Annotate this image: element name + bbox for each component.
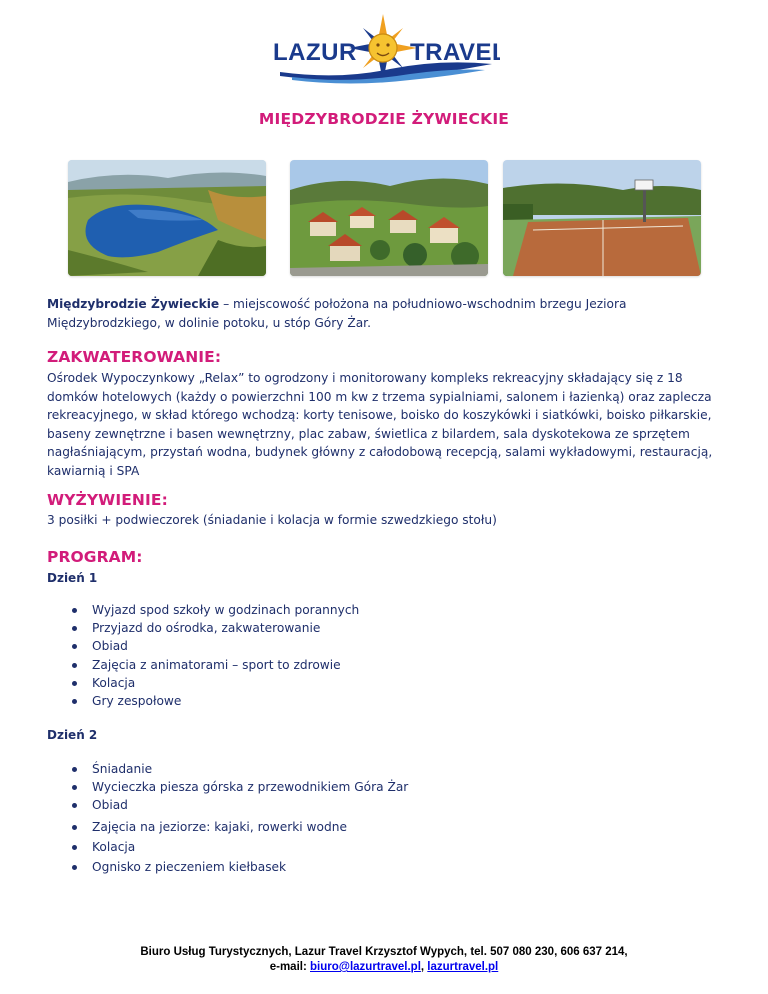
bullet-icon xyxy=(72,644,77,649)
email-link[interactable]: biuro@lazurtravel.pl xyxy=(310,961,421,973)
bullet-icon xyxy=(72,803,77,808)
footer-separator: , xyxy=(420,961,428,973)
bullet-icon xyxy=(72,825,77,830)
bullet-icon xyxy=(72,626,77,631)
accommodation-heading: ZAKWATEROWANIE: xyxy=(47,348,222,366)
list-item xyxy=(72,838,408,856)
lake-aerial-photo xyxy=(68,160,266,276)
list-item xyxy=(72,692,359,710)
list-item xyxy=(72,818,408,836)
day-1-list xyxy=(72,601,359,710)
list-item-text: Wycieczka piesza górska z przewodnikiem Góra Żar xyxy=(92,780,409,795)
footer xyxy=(0,945,768,975)
list-item-text: Kolacja xyxy=(92,839,136,854)
footer-company-line: Biuro Usług Turystycznych, Lazur Travel Krzysztof Wypych, tel. 507 080 230, 606 637 214, xyxy=(140,946,628,958)
website-link[interactable]: lazurtravel.pl xyxy=(427,961,499,973)
list-item xyxy=(72,656,359,674)
logo-brand-left: LAZUR xyxy=(273,39,357,66)
list-item-text: Zajęcia na jeziorze: kajaki, rowerki wodne xyxy=(92,819,347,834)
day-2-list xyxy=(72,760,408,876)
sports-court-photo xyxy=(503,160,701,276)
resort-cabins-photo xyxy=(290,160,488,276)
list-item xyxy=(72,619,359,637)
meals-text: 3 posiłki + podwieczorek (śniadanie i kolacja w formie szwedzkiego stołu) xyxy=(47,513,497,527)
intro-place-name: Międzybrodzie Żywieckie xyxy=(47,297,220,311)
accommodation-text: Ośrodek Wypoczynkowy „Relax” to ogrodzony i monitorowany kompleks rekreacyjny składający się z 18 domków hotelowych (każdy o powierzchni 100 m kw z trzema sypialniami, salonem i łazienką) oraz zaplecza rekreacyjnego, w skład którego wchodzą: korty tenisowe, boisko do koszykówki i siatkówki, boisko piłkarskie, baseny zewnętrzne i basen wewnętrzny, plac zabaw, świetlica z bilardem, sala dyskotekowa ze sprzętem nagłaśniającym, przystań wodna, budynek główny z całodobową recepcją, salami wykładowymi, restauracją, kawiarnią i SPA xyxy=(47,371,713,478)
list-item-text: Kolacja xyxy=(92,675,136,690)
day-2-label: Dzień 2 xyxy=(47,728,98,742)
list-item xyxy=(72,778,408,796)
bullet-icon xyxy=(72,663,77,668)
list-item-text: Ognisko z pieczeniem kiełbasek xyxy=(92,859,287,874)
list-item-text: Zajęcia z animatorami – sport to zdrowie xyxy=(92,657,341,672)
bullet-icon xyxy=(72,608,77,613)
list-item xyxy=(72,601,359,619)
list-item-text: Obiad xyxy=(92,798,128,813)
meals-heading: WYŻYWIENIE: xyxy=(47,491,168,509)
intro-text: – miejscowość położona na południowo-wschodnim brzegu Jeziora Międzybrodzkiego, w dolinie potoku, u stóp Góry Żar. xyxy=(47,297,627,330)
list-item-text: Obiad xyxy=(92,639,128,654)
lazur-travel-logo xyxy=(270,14,500,88)
bullet-icon xyxy=(72,845,77,850)
list-item xyxy=(72,796,408,814)
footer-contact-line xyxy=(0,960,768,975)
day-1-label: Dzień 1 xyxy=(47,571,98,585)
list-item xyxy=(72,858,408,876)
list-item-text: Wyjazd spod szkoły w godzinach porannych xyxy=(92,603,360,617)
list-item xyxy=(72,637,359,655)
list-item xyxy=(72,674,359,692)
page-title: MIĘDZYBRODZIE ŻYWIECKIE xyxy=(258,110,510,128)
footer-email-label: e-mail: xyxy=(269,961,310,973)
bullet-icon xyxy=(72,699,77,704)
program-heading: PROGRAM: xyxy=(47,548,143,566)
intro-paragraph xyxy=(47,295,727,332)
bullet-icon xyxy=(72,865,77,870)
bullet-icon xyxy=(72,785,77,790)
list-item-text: Śniadanie xyxy=(92,762,153,776)
list-item-text: Gry zespołowe xyxy=(92,693,182,708)
bullet-icon xyxy=(72,681,77,686)
logo-brand-right: TRAVEL xyxy=(410,39,500,66)
bullet-icon xyxy=(72,767,77,772)
list-item xyxy=(72,760,408,778)
list-item-text: Przyjazd do ośrodka, zakwaterowanie xyxy=(92,621,321,636)
